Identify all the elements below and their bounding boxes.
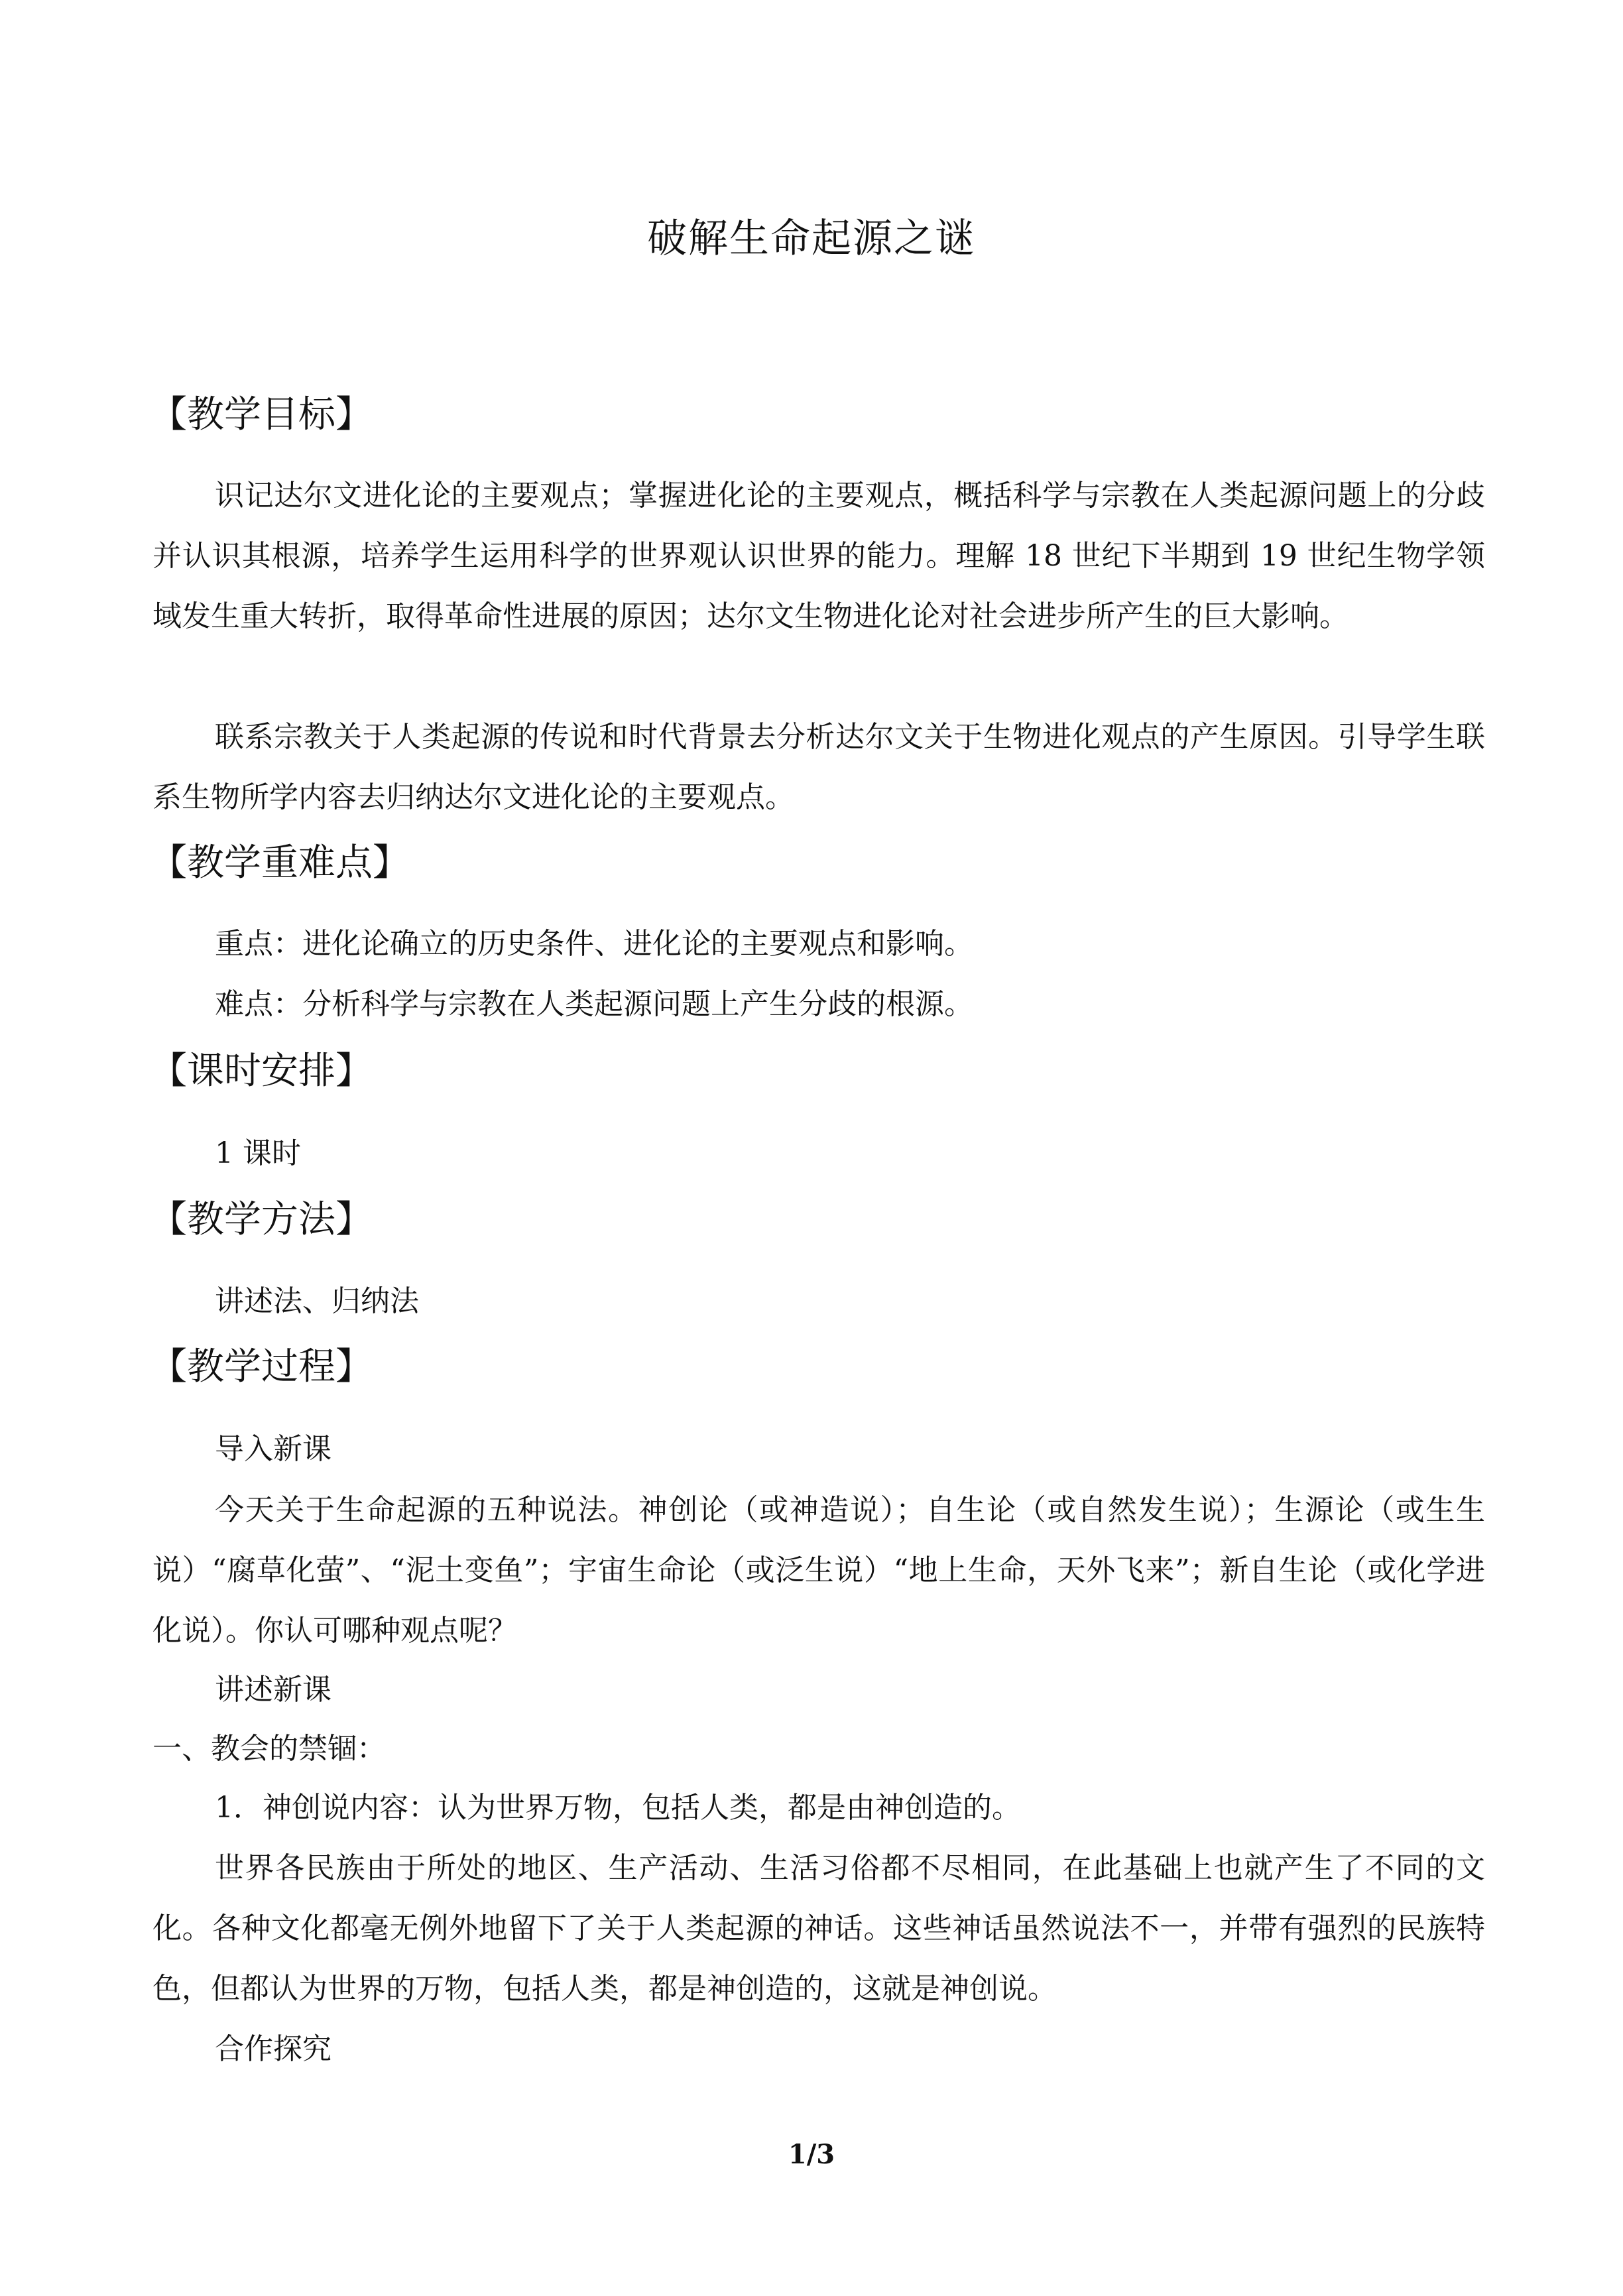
goals-paragraph-2: 联系宗教关于人类起源的传说和时代背景去分析达尔文关于生物进化观点的产生原因。引导学生联系生物所学内容去归纳达尔文进化论的主要观点。 (152, 720, 1485, 814)
process-item-one: 1．神创说内容：认为世界万物，包括人类，都是由神创造的。 (215, 1791, 1021, 1825)
section-heading-process: 【教学过程】 (150, 1345, 373, 1388)
process-intro-text: 今天关于生命起源的五种说法。神创论（或神造说）；自生论（或自然发生说）；生源论（或生生说）“腐草化萤”、“泥土变鱼”；宇宙生命论（或泛生说）“地上生命，天外飞来”；新自生论（或化学进化说）。你认可哪种观点呢？ (152, 1493, 1485, 1648)
section-heading-methods: 【教学方法】 (150, 1198, 373, 1241)
page-title: 破解生命起源之谜 (647, 215, 976, 262)
process-intro-label: 导入新课 (215, 1432, 331, 1466)
key-points-difficulty: 难点：分析科学与宗教在人类起源问题上产生分歧的根源。 (215, 987, 973, 1021)
section-heading-goals: 【教学目标】 (150, 393, 373, 436)
page-number: 1/3 (788, 2139, 835, 2170)
methods-text: 讲述法、归纳法 (215, 1284, 419, 1318)
goals-paragraph-1: 识记达尔文进化论的主要观点；掌握进化论的主要观点，概括科学与宗教在人类起源问题上的分歧并认识其根源，培养学生运用科学的世界观认识世界的能力。理解 18 世纪下半期到 19 世纪生物学领域发生重大转折，取得革命性进展的原因；达尔文生物进化论对社会进步所产生的巨大影响。 (152, 479, 1485, 633)
process-cooperate-label: 合作探究 (215, 2032, 331, 2066)
section-heading-key-points: 【教学重难点】 (150, 841, 410, 884)
process-new-lesson-label: 讲述新课 (215, 1673, 331, 1707)
key-points-focus: 重点：进化论确立的历史条件、进化论的主要观点和影响。 (215, 927, 973, 961)
process-part-one-title: 一、教会的禁锢： (152, 1732, 386, 1766)
section-heading-schedule: 【课时安排】 (150, 1050, 373, 1093)
process-item-one-detail: 世界各民族由于所处的地区、生产活动、生活习俗都不尽相同，在此基础上也就产生了不同的文化。各种文化都毫无例外地留下了关于人类起源的神话。这些神话虽然说法不一，并带有强烈的民族特色，但都认为世界的万物，包括人类，都是神创造的，这就是神创说。 (152, 1851, 1485, 2006)
schedule-text: 1 课时 (215, 1136, 301, 1170)
